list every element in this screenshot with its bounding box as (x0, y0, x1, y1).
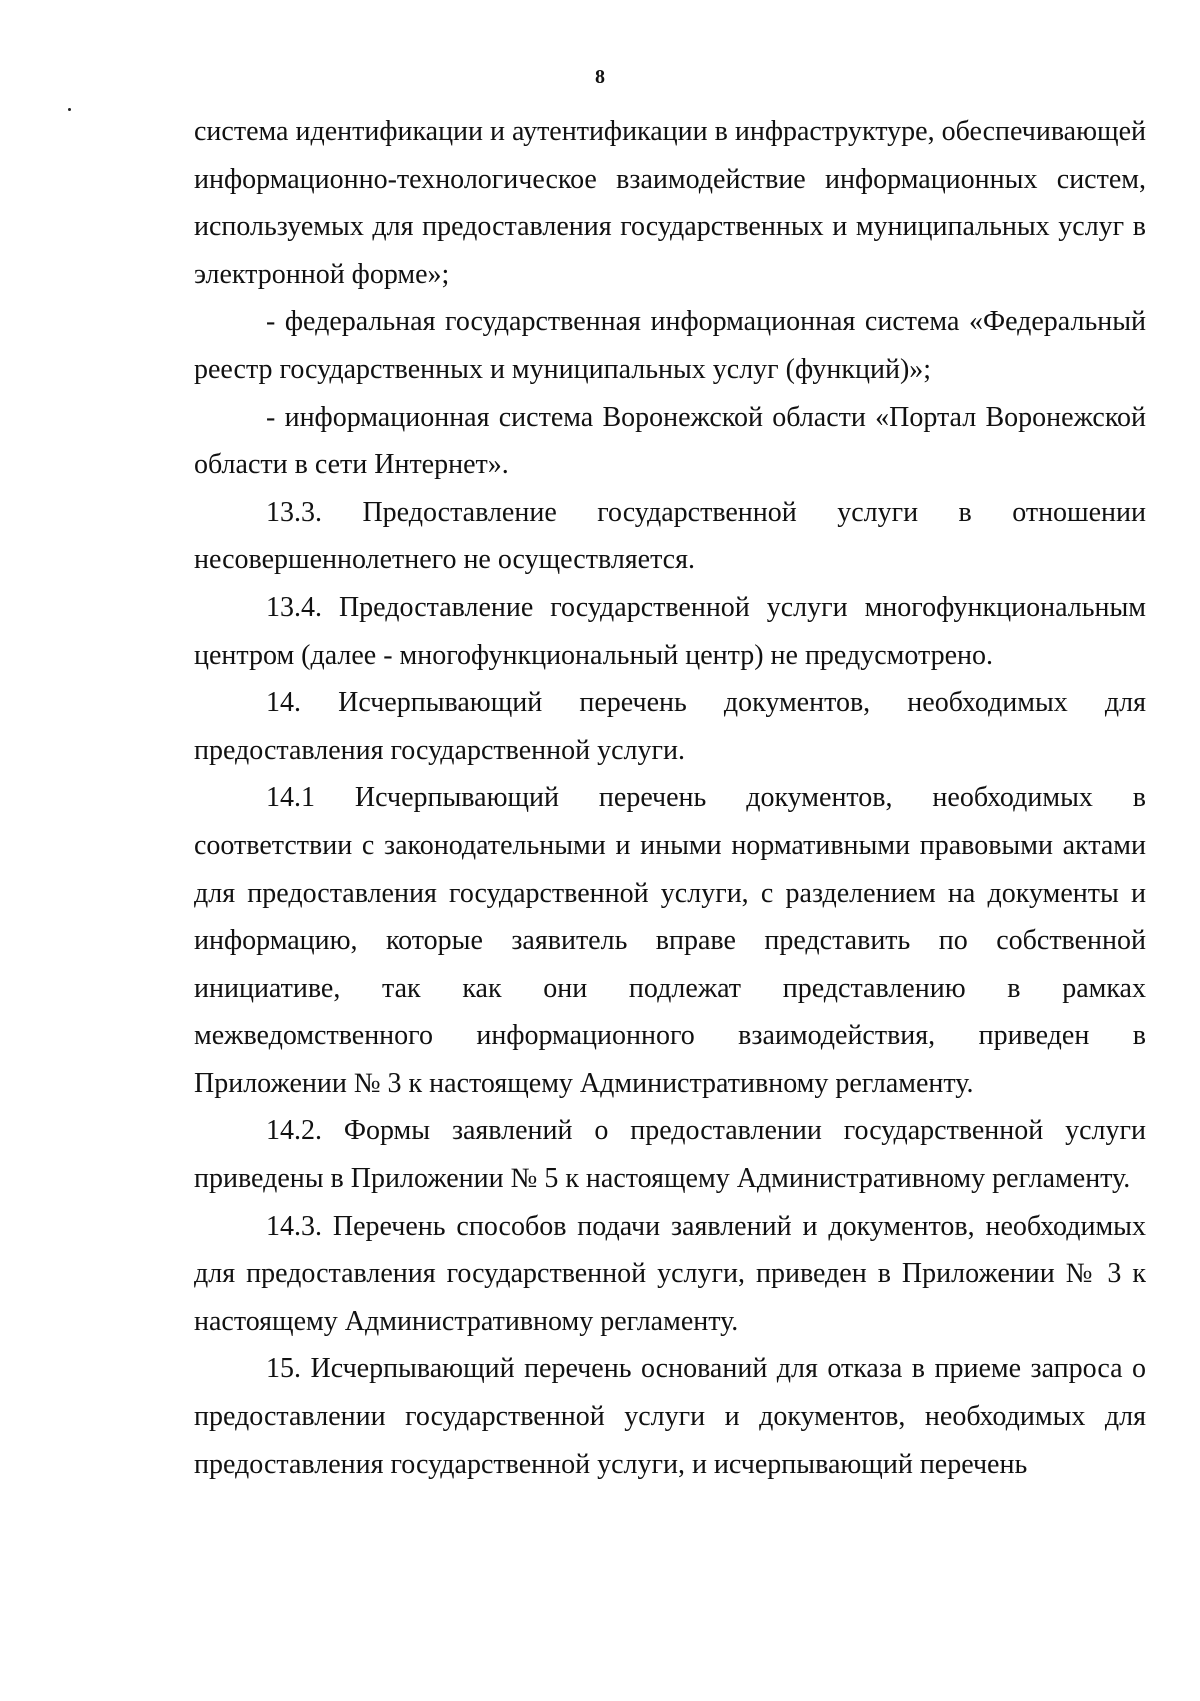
paragraph-13-3: 13.3. Предоставление государственной услуги в отношении несовершеннолетнего не осуществляется. (194, 496, 1146, 576)
paragraph-voronezh-portal: - информационная система Воронежской области «Портал Воронежской области в сети Интернет». (194, 401, 1146, 481)
paragraph-13-4: 13.4. Предоставление государственной услуги многофункциональным центром (далее - многофункциональный центр) не предусмотрено. (194, 591, 1146, 671)
paragraph-14-2: 14.2. Формы заявлений о предоставлении государственной услуги приведены в Приложении № 5 к настоящему Административному регламенту. (194, 1115, 1146, 1195)
paragraph-15: 15. Исчерпывающий перечень оснований для отказа в приеме запроса о предоставлении государственной услуги и документов, необходимых для предоставления государственной услуги, и исчерпывающий перечень (194, 1353, 1146, 1480)
scan-mark (68, 108, 71, 111)
paragraph-14: 14. Исчерпывающий перечень документов, необходимых для предоставления государственной услуги. (194, 687, 1146, 766)
paragraph-14-1: 14.1 Исчерпывающий перечень документов, необходимых в соответствии с законодательными и иными нормативными правовыми актами для предоставления государственной услуги, с разделением на документы и информацию, которые заявитель вправе представить по собственной инициативе, так как они подлежат представлению в рамках межведомственного информационного взаимодействия, приведен в Приложении № 3 к настоящему Административному регламенту. (194, 782, 1146, 1099)
document-body (194, 108, 1146, 1488)
paragraph-14-3: 14.3. Перечень способов подачи заявлений и документов, необходимых для предоставления государственной услуги, приведен в Приложении № 3 к настоящему Административному регламенту. (194, 1210, 1146, 1337)
paragraph-federal-registry: - федеральная государственная информационная система «Федеральный реестр государственных и муниципальных услуг (функций)»; (194, 306, 1146, 385)
paragraph-continuation: система идентификации и аутентификации в инфраструктуре, обеспечивающей информационно-технологическое взаимодействие информационных систем, используемых для предоставления государственных и муниципальных услуг в электронной форме»; (194, 116, 1146, 290)
page-number: 8 (595, 66, 605, 88)
